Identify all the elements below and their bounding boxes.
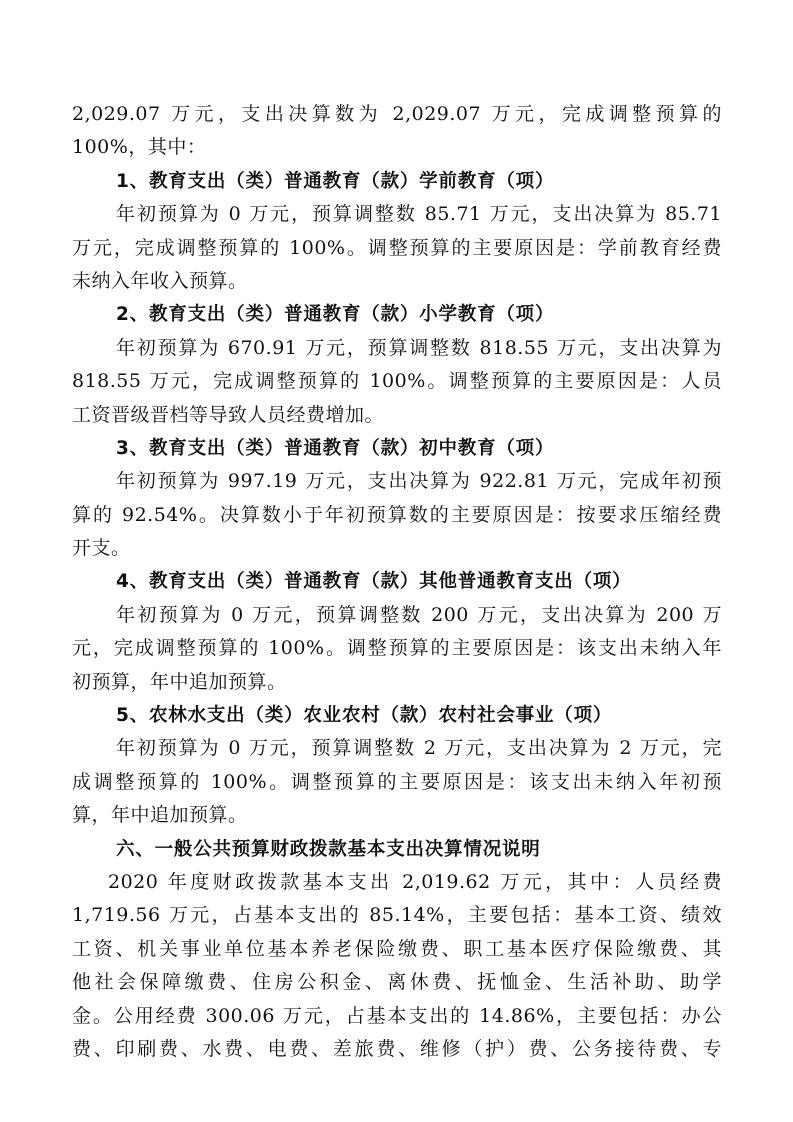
paragraph-line: 2020 年度财政拨款基本支出 2,019.62 万元，其中：人员经费: [108, 870, 722, 893]
paragraph-line: 初预算，年中追加预算。: [72, 670, 287, 693]
paragraph-line: 他社会保障缴费、住房公积金、离休费、抚恤金、生活补助、助学: [72, 971, 722, 994]
document-body: [72, 98, 722, 1066]
paragraph-line: 开支。: [72, 537, 131, 560]
paragraph-line: 算的 92.54%。决算数小于年初预算数的主要原因是：按要求压缩经费: [72, 503, 722, 526]
paragraph-line: 年初预算为 0 万元，预算调整数 85.71 万元，支出决算为 85.71: [116, 203, 722, 226]
paragraph-line: 算，年中追加预算。: [72, 804, 248, 827]
paragraph-line: 2,029.07 万元，支出决算数为 2,029.07 万元，完成调整预算的: [72, 103, 722, 125]
section-heading-2: 2、教育支出（类）普通教育（款）小学教育（项）: [116, 304, 555, 326]
section-heading-6: 六、一般公共预算财政拨款基本支出决算情况说明: [116, 838, 541, 860]
paragraph-line: 万元，完成调整预算的 100%。调整预算的主要原因是：学前教育经费: [72, 236, 722, 259]
section-heading-4: 4、教育支出（类）普通教育（款）其他普通教育支出（项）: [116, 571, 632, 593]
paragraph-line: 1,719.56 万元，占基本支出的 85.14%，主要包括：基本工资、绩效: [72, 904, 722, 927]
paragraph-line: 未纳入年收入预算。: [72, 269, 248, 292]
section-heading-3: 3、教育支出（类）普通教育（款）初中教育（项）: [116, 437, 555, 459]
paragraph-line: 818.55 万元，完成调整预算的 100%。调整预算的主要原因是：人员: [72, 370, 722, 393]
paragraph-line: 工资晋级晋档等导致人员经费增加。: [72, 403, 385, 426]
paragraph-line: 年初预算为 670.91 万元，预算调整数 818.55 万元，支出决算为: [116, 336, 722, 359]
paragraph-line: 工资、机关事业单位基本养老保险缴费、职工基本医疗保险缴费、其: [72, 937, 722, 960]
section-heading-1: 1、教育支出（类）普通教育（款）学前教育（项）: [116, 170, 555, 192]
paragraph-line: 100%，其中：: [72, 136, 207, 159]
paragraph-line: 成调整预算的 100%。调整预算的主要原因是：该支出未纳入年初预: [72, 770, 722, 793]
paragraph-line: 元，完成调整预算的 100%。调整预算的主要原因是：该支出未纳入年: [72, 637, 722, 660]
paragraph-line: 费、印刷费、水费、电费、差旅费、维修（护）费、公务接待费、专: [72, 1037, 722, 1060]
paragraph-line: 年初预算为 0 万元，预算调整数 200 万元，支出决算为 200 万: [116, 603, 722, 626]
paragraph-line: 年初预算为 0 万元，预算调整数 2 万元，支出决算为 2 万元，完: [116, 737, 722, 760]
paragraph-line: 金。公用经费 300.06 万元，占基本支出的 14.86%，主要包括：办公: [72, 1004, 722, 1027]
section-heading-5: 5、农林水支出（类）农业农村（款）农村社会事业（项）: [116, 705, 613, 727]
paragraph-line: 年初预算为 997.19 万元，支出决算为 922.81 万元，完成年初预: [116, 470, 722, 493]
